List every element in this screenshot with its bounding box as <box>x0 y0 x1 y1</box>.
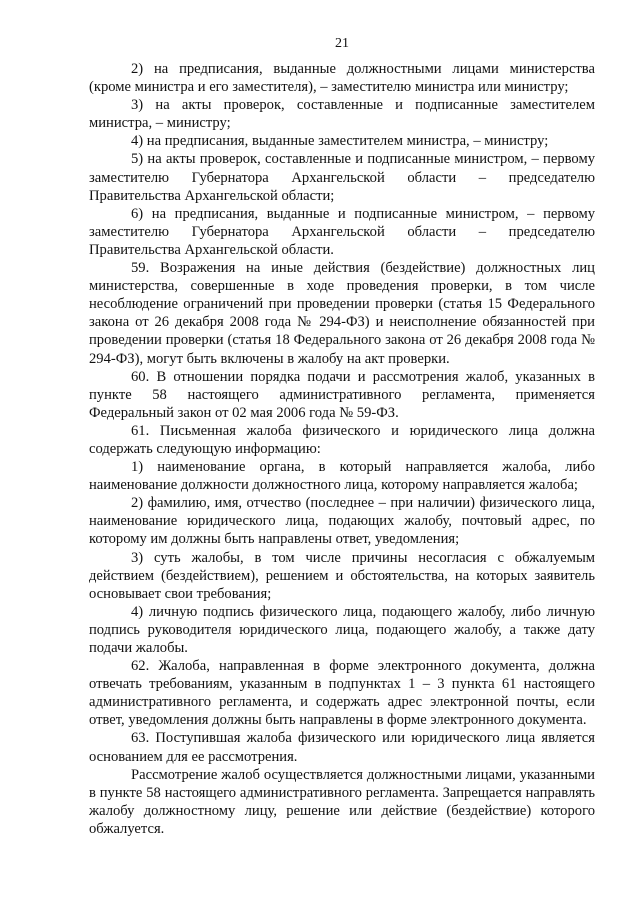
paragraph-item-5-complaint: 5) на акты проверок, составленные и подписанные министром, – первому заместителю Губернатора Архангельской области – председателю Правительства Архангельской области; <box>89 151 595 204</box>
paragraph-clause-61: 61. Письменная жалоба физического и юридического лица должна содержать следующую информацию: <box>89 422 595 457</box>
paragraph-item-3-content: 3) суть жалобы, в том числе причины несогласия с обжалуемым действием (бездействием), решением и обстоятельства, на которых заявитель основывает свои требования; <box>89 549 595 602</box>
paragraph-item-4-complaint: 4) на предписания, выданные заместителем министра, – министру; <box>131 133 549 150</box>
document-body <box>89 60 595 838</box>
paragraph-clause-63: 63. Поступившая жалоба физического или юридического лица является основанием для ее рассмотрения. <box>89 730 595 765</box>
page-number: 21 <box>335 36 349 51</box>
paragraph-item-3-complaint: 3) на акты проверок, составленные и подписанные заместителем министра, – министру; <box>89 97 595 132</box>
paragraph-item-6-complaint: 6) на предписания, выданные и подписанные министром, – первому заместителю Губернатора Архангельской области – председателю Правительства Архангельской области. <box>89 205 595 258</box>
paragraph-item-1-content: 1) наименование органа, в который направляется жалоба, либо наименование должности должностного лица, которому направляется жалоба; <box>89 459 595 494</box>
paragraph-clause-59: 59. Возражения на иные действия (бездействие) должностных лиц министерства, совершенные в ходе проведения проверки, в том числе несоблюдение ограничений при проведении проверки (статья 15 Федерального закона от 26 декабря 2008 года № 294-ФЗ) и неисполнение обязанностей при проведении проверки (статья 18 Федерального закона от 26 декабря 2008 года № 294-ФЗ), могут быть включены в жалобу на акт проверки. <box>89 260 595 367</box>
paragraph-item-2-content: 2) фамилию, имя, отчество (последнее – при наличии) физического лица, наименование юридического лица, подающих жалобу, почтовый адрес, по которому им должны быть направлены ответ, уведомления; <box>89 495 595 548</box>
document-page <box>89 0 595 905</box>
paragraph-clause-60: 60. В отношении порядка подачи и рассмотрения жалоб, указанных в пункте 58 настоящего административного регламента, применяется Федеральный закон от 02 мая 2006 года № 59-ФЗ. <box>89 368 595 421</box>
paragraph-clause-62: 62. Жалоба, направленная в форме электронного документа, должна отвечать требованиям, указанным в подпунктах 1 – 3 пункта 61 настоящего административного регламента, и содержать адрес электронной почты, если ответ, уведомления должны быть направлены в форме электронного документа. <box>89 658 595 729</box>
paragraph-review-rules: Рассмотрение жалоб осуществляется должностными лицами, указанными в пункте 58 настоящего административного регламента. Запрещается направлять жалобу должностному лицу, решение или действие (бездействие) которого обжалуется. <box>89 766 595 837</box>
paragraph-item-2-complaint: 2) на предписания, выданные должностными лицами министерства (кроме министра и его заместителя), – заместителю министра или министру; <box>89 61 595 96</box>
paragraph-item-4-content: 4) личную подпись физического лица, подающего жалобу, либо личную подпись руководителя юридического лица, подающего жалобу, а также дату подачи жалобы. <box>89 603 595 656</box>
